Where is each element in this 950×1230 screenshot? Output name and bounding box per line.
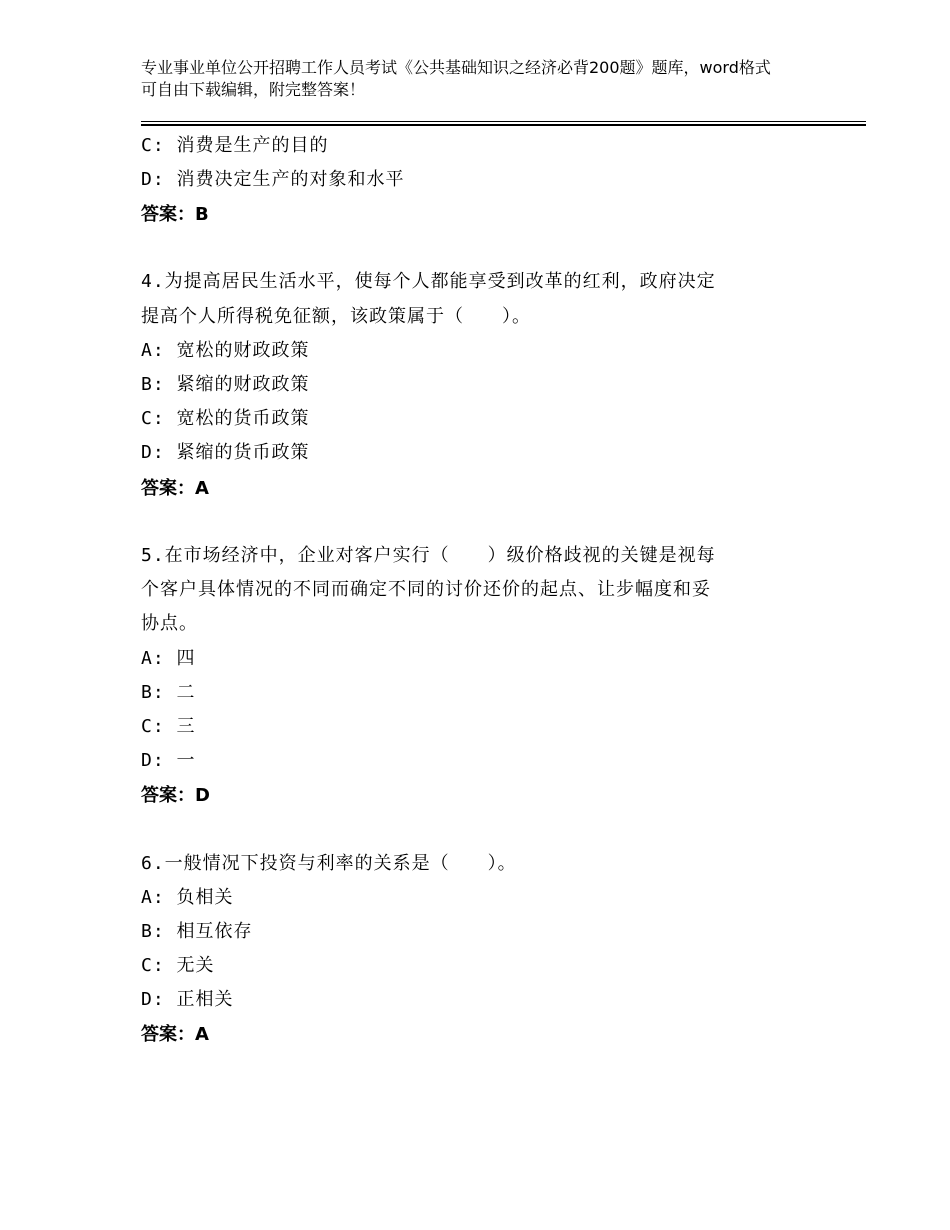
question-line: 协点。 <box>141 613 198 634</box>
answer-line: 答案：A <box>141 1024 209 1045</box>
option-line: A: 负相关 <box>141 887 234 908</box>
answer-line: 答案：D <box>141 785 210 806</box>
answer-line: 答案：A <box>141 478 209 499</box>
option-line: C: 宽松的货币政策 <box>141 408 310 429</box>
option-line: D: 消费决定生产的对象和水平 <box>141 169 405 190</box>
option-line: B: 紧缩的财政政策 <box>141 374 310 395</box>
option-line: C: 消费是生产的目的 <box>141 135 329 156</box>
question-line: 个客户具体情况的不同而确定不同的讨价还价的起点、让步幅度和妥 <box>141 579 711 600</box>
option-line: B: 二 <box>141 682 196 703</box>
option-line: A: 四 <box>141 648 196 669</box>
question-line: 提高个人所得税免征额，该政策属于（ ）。 <box>141 306 531 327</box>
answer-line: 答案：B <box>141 204 209 225</box>
option-line: C: 三 <box>141 716 196 737</box>
header-rule-thick <box>141 124 866 126</box>
question-line: 5.在市场经济中，企业对客户实行（ ）级价格歧视的关键是视每 <box>141 545 716 566</box>
option-line: B: 相互依存 <box>141 921 253 942</box>
document-header: 专业事业单位公开招聘工作人员考试《公共基础知识之经济必背200题》题库，word格式可自由下载编辑，附完整答案！ <box>141 58 771 99</box>
question-line: 4.为提高居民生活水平，使每个人都能享受到改革的红利，政府决定 <box>141 271 716 292</box>
option-line: D: 一 <box>141 750 196 771</box>
option-line: A: 宽松的财政政策 <box>141 340 310 361</box>
option-line: D: 正相关 <box>141 989 234 1010</box>
option-line: C: 无关 <box>141 955 215 976</box>
option-line: D: 紧缩的货币政策 <box>141 442 310 463</box>
question-line: 6.一般情况下投资与利率的关系是（ ）。 <box>141 853 517 874</box>
header-rule-thin <box>141 121 866 122</box>
